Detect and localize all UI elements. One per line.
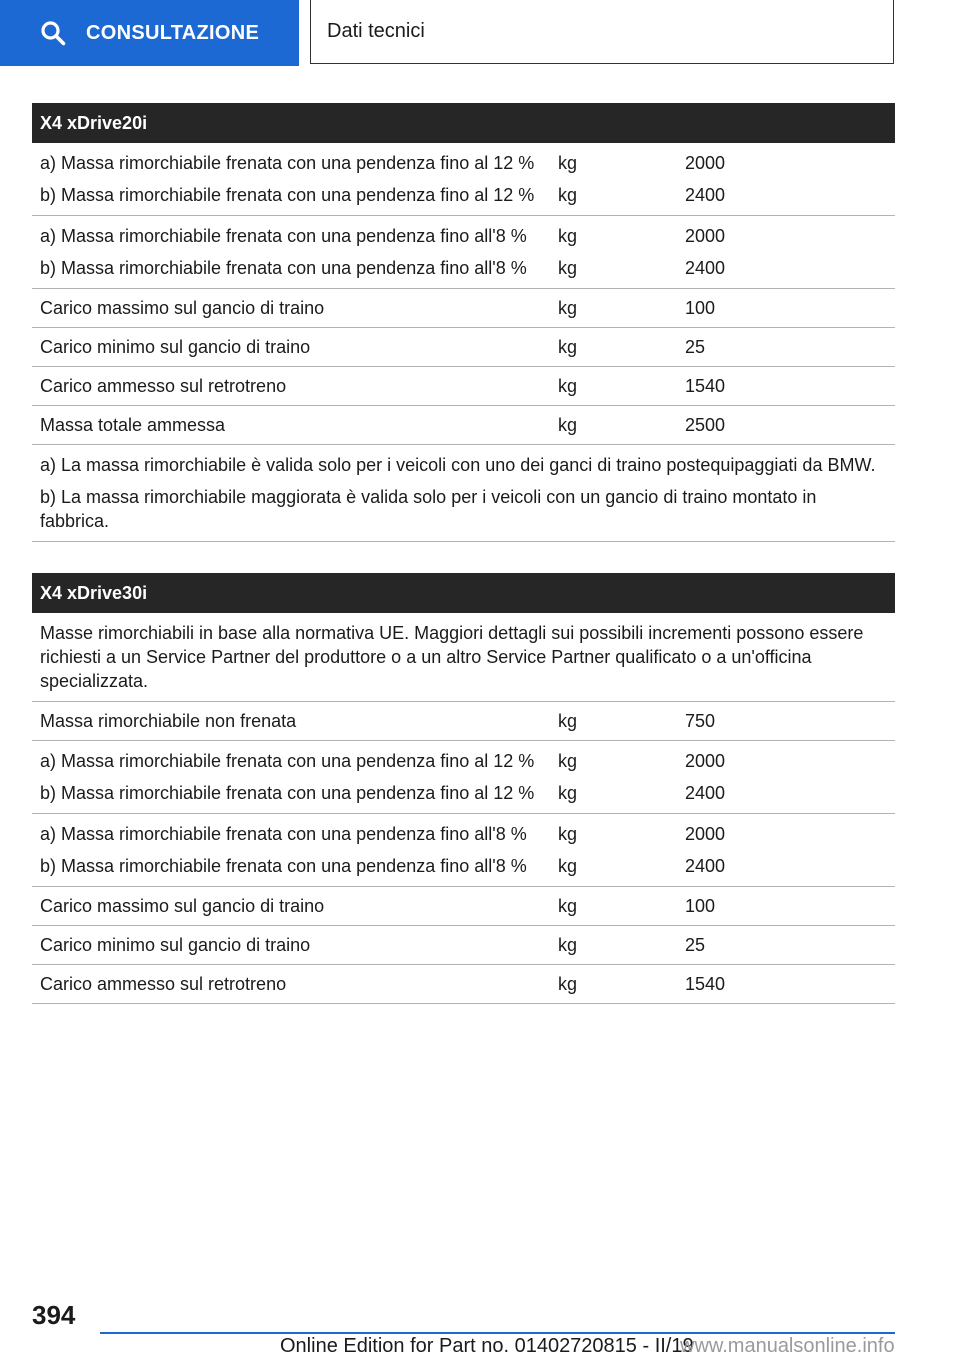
row-value [678, 822, 895, 878]
row-line: b) Massa rimorchiabile frenata con una pendenza fino al 12 % [40, 185, 535, 205]
row-value: 100 [685, 298, 716, 318]
unit-value: kg [558, 153, 578, 173]
row-description: Carico massimo sul gancio di traino [40, 896, 325, 916]
row-unit: kg [558, 415, 578, 435]
row-value: 25 [685, 337, 706, 357]
table-row [32, 289, 895, 328]
row-value: 2500 [685, 415, 726, 435]
unit-value: kg [558, 856, 578, 876]
row-value: 1540 [685, 974, 726, 994]
unit-value: kg [558, 185, 578, 205]
numeric-value: 2000 [685, 824, 726, 844]
row-description [32, 224, 549, 280]
row-unit: kg [558, 298, 578, 318]
table-row [32, 926, 895, 965]
row-unit: kg [558, 337, 578, 357]
page-content [32, 103, 895, 1004]
row-line: a) Massa rimorchiabile frenata con una pendenza fino al 12 % [40, 751, 535, 771]
row-line: b) Massa rimorchiabile frenata con una pendenza fino all'8 % [40, 856, 527, 876]
numeric-value: 2000 [685, 226, 726, 246]
numeric-value: 2400 [685, 783, 726, 803]
row-value: 750 [685, 711, 716, 731]
row-unit [549, 151, 678, 207]
footer-rule [100, 1332, 895, 1334]
row-description: Carico ammesso sul retrotreno [40, 974, 287, 994]
table-notes [32, 445, 895, 542]
table-row [32, 741, 895, 814]
table-spacer [32, 542, 895, 573]
intro-text: Masse rimorchiabili in base alla normativa UE. Maggiori dettagli sui possibili incrementi possono essere richiesti a un Service Partner del produttore o a un altro Service Partner qualificato o a un'officina specializzata. [40, 623, 864, 691]
watermark-text: www.manualsonline.info [680, 1335, 895, 1357]
consultazione-label: CONSULTAZIONE [86, 21, 260, 44]
row-description: Massa rimorchiabile non frenata [40, 711, 297, 731]
unit-value: kg [558, 226, 578, 246]
note-text: a) La massa rimorchiabile è valida solo per i veicoli con uno dei ganci di traino postequipaggiati da BMW. [40, 455, 876, 475]
row-line: a) Massa rimorchiabile frenata con una pendenza fino al 12 % [40, 153, 535, 173]
row-value [678, 151, 895, 207]
row-line: a) Massa rimorchiabile frenata con una pendenza fino all'8 % [40, 226, 527, 246]
note-text: b) La massa rimorchiabile maggiorata è valida solo per i veicoli con un gancio di traino montato in fabbrica. [40, 487, 817, 531]
row-unit: kg [558, 896, 578, 916]
page-number: 394 [32, 1300, 76, 1330]
table-intro [32, 613, 895, 702]
search-icon [40, 20, 66, 46]
row-description: Carico minimo sul gancio di traino [40, 935, 311, 955]
table-title: X4 xDrive20i [32, 103, 895, 143]
row-line: b) Massa rimorchiabile frenata con una pendenza fino al 12 % [40, 783, 535, 803]
section-title: Dati tecnici [327, 20, 425, 42]
table-row [32, 216, 895, 289]
table-row [32, 814, 895, 887]
unit-value: kg [558, 783, 578, 803]
row-value [678, 749, 895, 805]
numeric-value: 2400 [685, 258, 726, 278]
row-unit: kg [558, 376, 578, 396]
table-row [32, 702, 895, 741]
row-description: Massa totale ammessa [40, 415, 226, 435]
section-tab[interactable] [310, 0, 894, 64]
row-description [32, 749, 549, 805]
row-value: 25 [685, 935, 706, 955]
row-description: Carico ammesso sul retrotreno [40, 376, 287, 396]
row-description [32, 822, 549, 878]
row-value [678, 224, 895, 280]
table-row [32, 143, 895, 216]
row-line: a) Massa rimorchiabile frenata con una pendenza fino all'8 % [40, 824, 527, 844]
row-unit [549, 224, 678, 280]
table-row [32, 965, 895, 1004]
numeric-value: 2000 [685, 751, 726, 771]
row-description: Carico minimo sul gancio di traino [40, 337, 311, 357]
table-xdrive20i [32, 103, 895, 542]
unit-value: kg [558, 751, 578, 771]
consultazione-button[interactable] [0, 0, 299, 66]
row-description: Carico massimo sul gancio di traino [40, 298, 325, 318]
edition-text: Online Edition for Part no. 01402720815 - II/19 [280, 1335, 694, 1357]
row-value: 100 [685, 896, 716, 916]
table-row [32, 328, 895, 367]
notes-cell [32, 453, 895, 533]
table-row [32, 367, 895, 406]
numeric-value: 2400 [685, 856, 726, 876]
row-line: b) Massa rimorchiabile frenata con una pendenza fino all'8 % [40, 258, 527, 278]
table-row [32, 887, 895, 926]
row-unit [549, 749, 678, 805]
table-title: X4 xDrive30i [32, 573, 895, 613]
unit-value: kg [558, 824, 578, 844]
table-xdrive30i [32, 573, 895, 1004]
numeric-value: 2400 [685, 185, 726, 205]
row-unit: kg [558, 711, 578, 731]
numeric-value: 2000 [685, 153, 726, 173]
table-row [32, 406, 895, 445]
row-unit: kg [558, 935, 578, 955]
top-bar [0, 0, 960, 66]
unit-value: kg [558, 258, 578, 278]
row-unit: kg [558, 974, 578, 994]
row-unit [549, 822, 678, 878]
row-value: 1540 [685, 376, 726, 396]
row-description [32, 151, 549, 207]
